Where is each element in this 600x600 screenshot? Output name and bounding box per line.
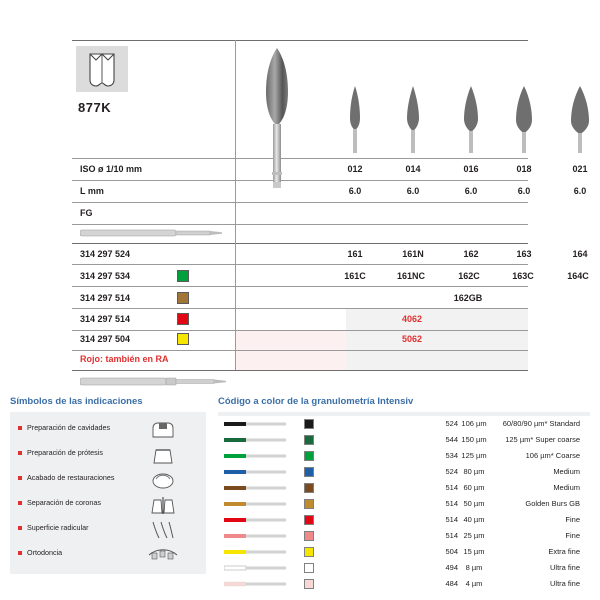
grit-desc: 60/80/90 µm* Standard: [502, 419, 580, 428]
grit-size: 106 µm: [461, 419, 487, 428]
symbols-panel: [10, 412, 206, 574]
bur-strip-icon: [224, 531, 290, 541]
symbol-label: Superficie radicular: [27, 523, 89, 532]
bur-strip-icon: [224, 467, 290, 477]
list-item: [18, 470, 208, 490]
table-rule: [72, 158, 528, 159]
table-row: [218, 560, 590, 576]
list-item: [18, 445, 208, 465]
table-row: [218, 544, 590, 560]
bur-strip-icon: [224, 435, 290, 445]
ref534-016: 162C: [458, 271, 480, 281]
bur-strip-icon: [224, 419, 290, 429]
length-014: 6.0: [406, 186, 420, 196]
grit-desc: Fine: [565, 515, 580, 524]
ref-504-yellow: 314 297 504: [80, 334, 131, 344]
cavity-prep-icon: [143, 420, 183, 440]
bullet-icon: [18, 426, 22, 430]
iso-016: 016: [463, 164, 479, 174]
grit-number: 514: [445, 515, 458, 524]
ref-524: 314 297 524: [80, 249, 131, 259]
cell-shade: [460, 309, 528, 330]
ref514red-014: 4062: [401, 314, 423, 324]
ref524-014: 161N: [402, 249, 424, 259]
bur-strip-icon: [224, 515, 290, 525]
grit-number: 514: [445, 483, 458, 492]
shank-illustration-ra: [80, 374, 228, 392]
orthodontics-icon: [143, 545, 183, 565]
symbol-label: Ortodoncia: [27, 548, 63, 557]
root-surface-icon: [143, 520, 183, 540]
ref524-016: 162: [463, 249, 479, 259]
length-016: 6.0: [464, 186, 478, 196]
list-item: [18, 495, 208, 515]
ref524-018: 163: [516, 249, 532, 259]
grit-number: 494: [445, 563, 458, 572]
bullet-icon: [18, 451, 22, 455]
grit-desc: Extra fine: [548, 547, 580, 556]
bur-illustration-main: [257, 46, 297, 193]
grit-color-swatch: [304, 515, 314, 525]
iso-012: 012: [347, 164, 363, 174]
bur-illustration-016: [460, 84, 482, 158]
list-item: [18, 545, 208, 565]
symbol-label: Separación de coronas: [27, 498, 101, 507]
bullet-icon: [18, 551, 22, 555]
ref534-021: 164C: [567, 271, 589, 281]
tooth-icon: [76, 46, 128, 92]
shank-illustration-fg: [80, 226, 228, 242]
length-018: 6.0: [517, 186, 531, 196]
grit-color-swatch: [304, 531, 314, 541]
iso-021: 021: [572, 164, 588, 174]
ref534-018: 163C: [512, 271, 534, 281]
table-row: [218, 512, 590, 528]
table-row: [218, 464, 590, 480]
iso-018: 018: [516, 164, 532, 174]
bur-strip-icon: [224, 499, 290, 509]
grit-number: 524: [445, 467, 458, 476]
bur-strip-icon: [224, 579, 290, 589]
cell-shade-pink: [236, 351, 346, 370]
grit-size: 15 µm: [463, 547, 485, 556]
table-row: [218, 576, 590, 592]
grit-color-swatch: [304, 579, 314, 589]
bur-illustration-021: [568, 84, 592, 158]
product-code: 877K: [78, 100, 112, 115]
symbols-title: Símbolos de las indicaciones: [10, 396, 143, 407]
grit-panel: [218, 412, 590, 588]
crown-separation-icon: [143, 495, 183, 515]
table-row: [218, 432, 590, 448]
cell-shade: [346, 351, 528, 370]
bullet-icon: [18, 501, 22, 505]
table-rule: [72, 202, 528, 203]
grit-size: 4 µm: [465, 579, 483, 588]
grit-color-swatch: [304, 451, 314, 461]
grit-color-swatch: [304, 483, 314, 493]
bur-strip-icon: [224, 451, 290, 461]
table-row: [218, 480, 590, 496]
grit-number: 504: [445, 547, 458, 556]
note-rojo-ra: Rojo: también en RA: [80, 354, 169, 364]
restoration-finishing-icon: [143, 470, 183, 490]
list-item: [18, 520, 208, 540]
length-012: 6.0: [348, 186, 362, 196]
color-swatch-red: [177, 313, 189, 325]
row-label-iso: ISO ø 1/10 mm: [80, 164, 143, 174]
grit-number: 514: [445, 531, 458, 540]
grit-desc: Ultra fine: [549, 563, 580, 572]
bur-illustration-012: [344, 84, 366, 158]
grit-desc: Golden Burs GB: [525, 499, 580, 508]
grit-size: 80 µm: [463, 467, 485, 476]
ref504yellow-014: 5062: [401, 334, 423, 344]
grit-number: 524: [445, 419, 458, 428]
ref514gb-016: 162GB: [453, 293, 483, 303]
row-label-length: L mm: [80, 186, 104, 196]
ref534-014: 161NC: [396, 271, 425, 281]
bur-illustration-014: [402, 84, 424, 158]
prosthesis-prep-icon: [143, 445, 183, 465]
bullet-icon: [18, 476, 22, 480]
grit-desc: 125 µm* Super coarse: [505, 435, 580, 444]
grit-desc: Medium: [553, 483, 580, 492]
ref524-012: 161: [347, 249, 363, 259]
bur-illustration-018: [512, 84, 536, 158]
cell-shade-pink: [236, 331, 346, 350]
ref-534: 314 297 534: [80, 271, 131, 281]
table-rule: [72, 286, 528, 287]
row-label-shank: FG: [80, 208, 93, 218]
grit-size: 40 µm: [463, 515, 485, 524]
grit-desc: Medium: [553, 467, 580, 476]
table-rule: [72, 180, 528, 181]
symbol-label: Preparación de cavidades: [27, 423, 111, 432]
bullet-icon: [18, 526, 22, 530]
product-spec-table: [72, 40, 589, 388]
iso-014: 014: [405, 164, 421, 174]
grit-size: 150 µm: [461, 435, 487, 444]
table-column-divider: [235, 40, 236, 370]
color-swatch-gold: [177, 292, 189, 304]
grit-size: 60 µm: [463, 483, 485, 492]
table-rule: [72, 264, 528, 265]
color-swatch-yellow: [177, 333, 189, 345]
grit-size: 8 µm: [465, 563, 483, 572]
table-row: [218, 528, 590, 544]
grit-desc: Ultra fine: [549, 579, 580, 588]
table-rule: [72, 40, 528, 41]
grit-desc: 106 µm* Coarse: [525, 451, 580, 460]
table-rule: [72, 370, 528, 371]
table-rule: [72, 224, 528, 225]
bur-strip-icon: [224, 563, 290, 573]
length-021: 6.0: [573, 186, 587, 196]
grit-color-swatch: [304, 419, 314, 429]
grit-desc: Fine: [565, 531, 580, 540]
symbol-label: Preparación de prótesis: [27, 448, 103, 457]
table-row: [218, 496, 590, 512]
bur-strip-icon: [224, 483, 290, 493]
list-item: [18, 420, 208, 440]
grit-number: 534: [445, 451, 458, 460]
grit-number: 484: [445, 579, 458, 588]
grit-color-swatch: [304, 435, 314, 445]
grit-size: 125 µm: [461, 451, 487, 460]
table-row: [218, 448, 590, 464]
grit-number: 544: [445, 435, 458, 444]
ref-514-red: 314 297 514: [80, 314, 131, 324]
table-rule: [72, 243, 528, 244]
grit-color-swatch: [304, 563, 314, 573]
grit-title: Código a color de la granulometría Intensiv: [218, 396, 414, 407]
grit-color-swatch: [304, 547, 314, 557]
ref524-021: 164: [572, 249, 588, 259]
symbol-label: Acabado de restauraciones: [27, 473, 115, 482]
table-row: [218, 416, 590, 432]
ref-514-gb: 314 297 514: [80, 293, 131, 303]
grit-size: 50 µm: [463, 499, 485, 508]
bur-strip-icon: [224, 547, 290, 557]
grit-number: 514: [445, 499, 458, 508]
grit-size: 25 µm: [463, 531, 485, 540]
color-swatch-green: [177, 270, 189, 282]
grit-color-swatch: [304, 499, 314, 509]
grit-color-swatch: [304, 467, 314, 477]
ref534-012: 161C: [344, 271, 366, 281]
